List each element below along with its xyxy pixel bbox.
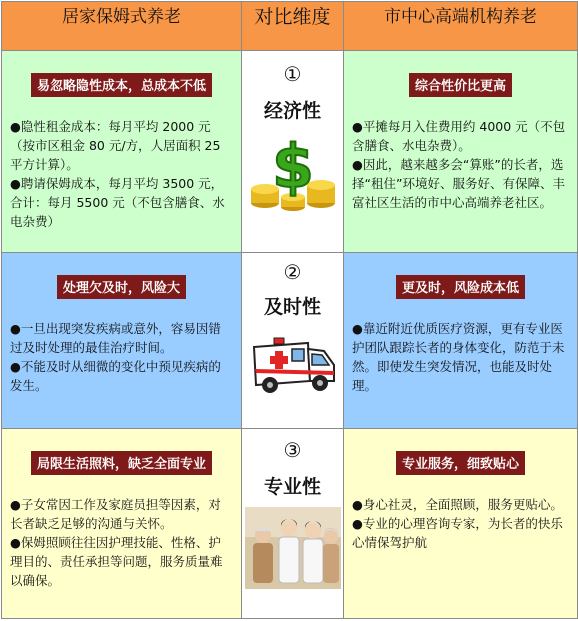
comparison-table (1, 1, 578, 619)
left-bullet: ●子女常因工作及家庭员担等因素，对长者缺乏足够的沟通与关怀。 (10, 497, 221, 531)
left-tag: 处理欠及时，风险大 (57, 275, 186, 299)
right-bullet: ●平摊每月入住费用约 4000 元（不包含膳食、水电杂费）。 (352, 119, 566, 153)
left-bullet: ●保姆照顾往往因护理技能、性格、护理目的、责任承担等问题，服务质量难以确保。 (10, 535, 223, 588)
right-bullet: ●专业的心理咨询专家，为长者的快乐心情保驾护航 (352, 516, 563, 550)
right-bullet: ●靠近附近优质医疗资源，更有专业医护团队跟踪长者的身体变化，防范于未然。即使发生突发情况，也能及时处理。 (352, 321, 565, 393)
right-cell-timeliness (344, 253, 578, 429)
dimension-label: 及时性 (263, 296, 321, 318)
header-left: 居家保姆式养老 (2, 2, 242, 51)
left-bullet: ●一旦出现突发疾病或意外，容易因错过及时处理的最佳治疗时间。 (10, 321, 221, 355)
right-bullet: ●因此，越来越多会“算账”的长者，选择“租住”环境好、服务好、有保障、丰富社区生活的市中心高端养老社区。 (352, 157, 565, 210)
dimension-cell-economy (242, 51, 344, 253)
left-cell-timeliness (2, 253, 242, 429)
header-right: 市中心高端机构养老 (344, 2, 578, 51)
dimension-cell-timeliness (242, 253, 344, 429)
left-bullet: ●隐性租金成本：每月平均 2000 元（按市区租金 80 元/方，人居面积 25 平方计算）。 (10, 119, 221, 172)
money-icon (249, 131, 337, 213)
dimension-number: ① (283, 62, 302, 86)
dimension-cell-professionalism (242, 429, 344, 619)
dimension-label: 专业性 (263, 476, 321, 498)
right-cell-professionalism (344, 429, 578, 619)
caregivers-photo (245, 507, 341, 589)
dimension-label: 经济性 (263, 100, 321, 122)
header-row (2, 2, 578, 51)
left-cell-economy (2, 51, 242, 253)
right-tag: 更及时，风险成本低 (396, 275, 525, 299)
dimension-number: ② (283, 260, 302, 284)
dimension-number: ③ (283, 438, 302, 462)
left-tag: 易忽略隐性成本，总成本不低 (31, 73, 212, 97)
right-tag: 综合性价比更高 (409, 73, 512, 97)
header-middle: 对比维度 (242, 2, 344, 51)
left-bullet: ●不能及时从细微的变化中预见疾病的发生。 (10, 359, 221, 393)
left-bullet: ●聘请保姆成本，每月平均 3500 元，合计：每月 5500 元（不包含膳食、水电杂费） (10, 176, 225, 229)
ambulance-icon (248, 329, 338, 399)
svg-text:$: $ (271, 132, 314, 202)
row-timeliness (2, 253, 578, 429)
right-tag: 专业服务，细致贴心 (396, 451, 525, 475)
right-cell-economy (344, 51, 578, 253)
right-bullet: ●身心社灵，全面照顾，服务更贴心。 (352, 497, 563, 512)
left-cell-professionalism (2, 429, 242, 619)
left-tag: 局限生活照料，缺乏全面专业 (31, 451, 212, 475)
row-economy (2, 51, 578, 253)
row-professionalism (2, 429, 578, 619)
